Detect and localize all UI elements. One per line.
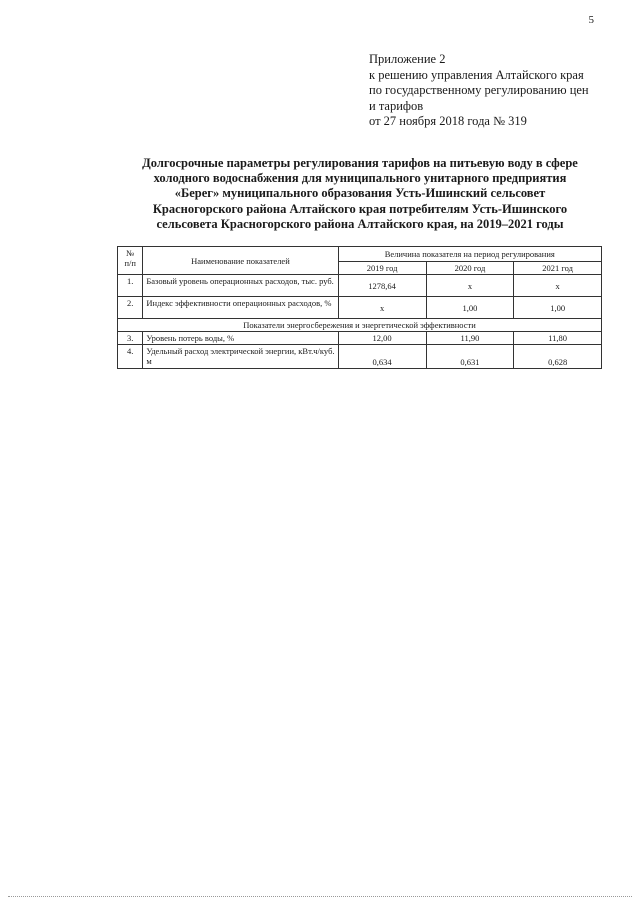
table-row bbox=[118, 345, 602, 369]
table-row bbox=[118, 275, 602, 297]
appendix-line: и тарифов bbox=[369, 98, 424, 113]
title-line: сельсовета Красногорского района Алтайского края, на 2019–2021 годы bbox=[156, 216, 564, 231]
row-name: Удельный расход электрической энергии, кВт.ч/куб. м bbox=[143, 345, 338, 369]
row-num: 1. bbox=[118, 275, 143, 297]
table-header-row bbox=[118, 247, 602, 262]
row-value: 0,634 bbox=[338, 345, 426, 369]
row-value: 1,00 bbox=[514, 297, 602, 319]
footer-divider bbox=[8, 896, 632, 897]
row-value: х bbox=[514, 275, 602, 297]
row-value: 1,00 bbox=[426, 297, 514, 319]
row-value: х bbox=[426, 275, 514, 297]
row-value: 0,628 bbox=[514, 345, 602, 369]
appendix-line: от 27 ноября 2018 года № 319 bbox=[369, 114, 527, 128]
row-name: Индекс эффективности операционных расходов, % bbox=[143, 297, 338, 319]
row-num: 2. bbox=[118, 297, 143, 319]
appendix-line: по государственному регулированию цен bbox=[369, 83, 589, 97]
title-line: Долгосрочные параметры регулирования тарифов на питьевую воду в сфере bbox=[142, 156, 578, 170]
appendix-block bbox=[369, 52, 589, 130]
title-line: «Берег» муниципального образования Усть-Ишинский сельсовет bbox=[174, 186, 546, 201]
row-value: 12,00 bbox=[338, 332, 426, 345]
row-num: 4. bbox=[118, 345, 143, 369]
appendix-line: к решению управления Алтайского края bbox=[369, 67, 584, 82]
parameters-table bbox=[117, 246, 602, 369]
header-name-cell: Наименование показателей bbox=[143, 247, 338, 275]
row-name: Базовый уровень операционных расходов, тыс. руб. bbox=[143, 275, 338, 297]
table-row bbox=[118, 332, 602, 345]
title-line: холодного водоснабжения для муниципального унитарного предприятия bbox=[153, 171, 567, 186]
appendix-line: Приложение 2 bbox=[369, 52, 446, 66]
table-row bbox=[118, 297, 602, 319]
header-num-line: п/п bbox=[124, 258, 136, 268]
header-period-cell: Величина показателя на период регулирования bbox=[338, 247, 601, 262]
header-num-cell bbox=[118, 247, 143, 275]
page-number: 5 bbox=[588, 14, 594, 26]
title-line: Красногорского района Алтайского края потребителям Усть-Ишинского bbox=[152, 201, 568, 216]
row-value: х bbox=[338, 297, 426, 319]
header-year-cell: 2020 год bbox=[426, 262, 514, 275]
section-title: Показатели энергосбережения и энергетической эффективности bbox=[118, 319, 602, 332]
section-row bbox=[118, 319, 602, 332]
row-name: Уровень потерь воды, % bbox=[143, 332, 338, 345]
row-num: 3. bbox=[118, 332, 143, 345]
header-year-cell: 2019 год bbox=[338, 262, 426, 275]
row-value: 11,90 bbox=[426, 332, 514, 345]
document-title bbox=[80, 156, 640, 232]
row-value: 1278,64 bbox=[338, 275, 426, 297]
header-year-cell: 2021 год bbox=[514, 262, 602, 275]
header-num-line: № bbox=[126, 248, 135, 258]
row-value: 11,80 bbox=[514, 332, 602, 345]
row-value: 0,631 bbox=[426, 345, 514, 369]
